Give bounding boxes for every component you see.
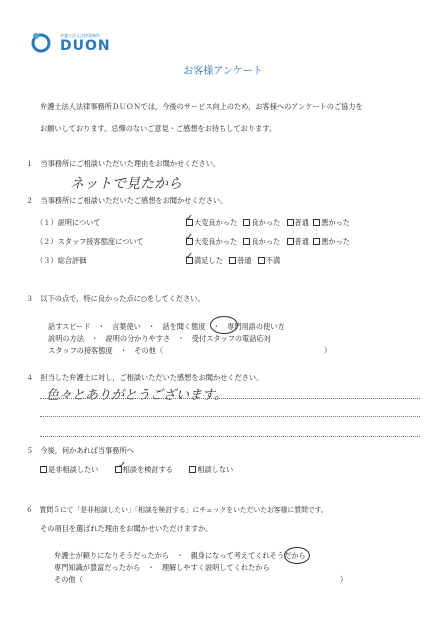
q2-row-options[interactable] — [186, 218, 350, 227]
answer-line — [40, 398, 420, 399]
q4-answer[interactable]: 色々とありがとうございます。 — [46, 388, 227, 403]
q2-question: ２ 当事務所にご相談いただいたご感想をお聞かせください。 — [26, 196, 228, 205]
q3-line-2[interactable]: 説明の方法 ・ 説明の分かりやすさ ・ 受付スタッフの電話応対 — [48, 334, 271, 343]
option-label: 不満 — [265, 256, 281, 265]
q6-line-3-end: ） — [340, 575, 348, 584]
answer-line — [40, 436, 420, 437]
option-label: 是非相談したい — [48, 465, 99, 474]
checkbox[interactable] — [189, 466, 196, 473]
q3-line-3[interactable]: スタッフの接客態度 ・ その他（ — [48, 346, 164, 355]
option-label: 普通 — [294, 237, 309, 246]
option-label: 普通 — [294, 218, 309, 227]
intro-line-2: お願いしております。忌憚のないご意見・ご感想をお待ちしております。 — [40, 124, 277, 133]
q2-row-options[interactable] — [186, 237, 350, 246]
q6-line-3[interactable]: その他（ — [54, 575, 83, 584]
q3-question: ３ 以下の点で，特に良かった点に○をしてください。 — [26, 294, 205, 303]
q2-row-label: （３）総合評価 — [36, 256, 87, 265]
checkbox[interactable] — [40, 466, 47, 473]
q6-sub: その項目を選ばれた理由をお聞かせいただけますか。 — [40, 524, 213, 533]
q2-row-label: （２）スタッフ接客態度について — [36, 237, 144, 246]
option-label: 満足した — [194, 256, 223, 265]
option-label: 良かった — [251, 218, 281, 227]
q6-question: ６ 質問５にて「是非相談したい」「相談を検討する」にチェックをいただいたお客様に質問です。 — [26, 506, 328, 514]
checkbox[interactable] — [313, 219, 320, 226]
intro-line-1: 弁護士法人法律事務所ＤＵＯＮでは，今後のサービス向上のため，お客様へのアンケートのご協力を — [40, 102, 363, 111]
logo-subtitle: 弁護士法人法律事務所 — [60, 33, 100, 38]
option-label: 悪かった — [321, 237, 350, 246]
q5-question: ５ 今後，何かあれば当事務所へ — [26, 446, 134, 455]
checkbox[interactable] — [243, 219, 250, 226]
option-label: 普通 — [237, 256, 252, 265]
option-label: 悪かった — [321, 218, 350, 227]
answer-line — [40, 416, 420, 417]
checkmark-icon: ✓ — [118, 460, 127, 471]
page-title: お客様アンケート — [183, 66, 263, 77]
q5-options[interactable] — [40, 465, 233, 474]
option-label: 大変良かった — [194, 218, 238, 227]
q6-line-2[interactable]: 専門知識が豊富だったから ・ 理解しやすく説明してくれたから — [54, 563, 270, 572]
option-label: 良かった — [251, 237, 281, 246]
checkbox[interactable] — [243, 238, 250, 245]
option-label: 大変良かった — [194, 237, 238, 246]
selection-circle — [284, 547, 310, 564]
q1-question: １ 当事務所にご相談いただいた理由をお聞かせください。 — [26, 159, 221, 168]
q1-answer[interactable]: ネットで見たから — [70, 176, 182, 192]
checkbox[interactable] — [287, 219, 294, 226]
option-label: 相談しない — [197, 465, 234, 474]
q4-question: ４ 担当した弁護士に対し，ご相談いただいた感想をお聞かせください。 — [26, 373, 264, 382]
checkbox[interactable] — [313, 238, 320, 245]
checkbox[interactable] — [287, 238, 294, 245]
checkmark-icon: ✓ — [185, 213, 194, 224]
checkmark-icon: ✓ — [185, 232, 194, 243]
q2-row-label: （１）説明について — [36, 218, 101, 227]
q3-line-3-end: ） — [324, 346, 332, 355]
checkbox[interactable] — [229, 257, 236, 264]
checkmark-icon: ✓ — [185, 251, 194, 262]
option-label: 相談を検討する — [122, 465, 173, 474]
duon-logo-icon — [30, 30, 52, 54]
q3-line-1[interactable]: 話すスピード ・ 言葉使い ・ 話を聞く態度 ・ 専門用語の使い方 — [48, 322, 285, 331]
q2-row-options[interactable] — [186, 256, 280, 265]
logo-text: DUON — [60, 38, 111, 54]
q6-line-1[interactable]: 弁護士が頼りになりそうだったから ・ 親身になって考えてくれそうだから — [54, 551, 306, 560]
checkbox[interactable] — [258, 257, 265, 264]
selection-circle — [210, 316, 238, 334]
